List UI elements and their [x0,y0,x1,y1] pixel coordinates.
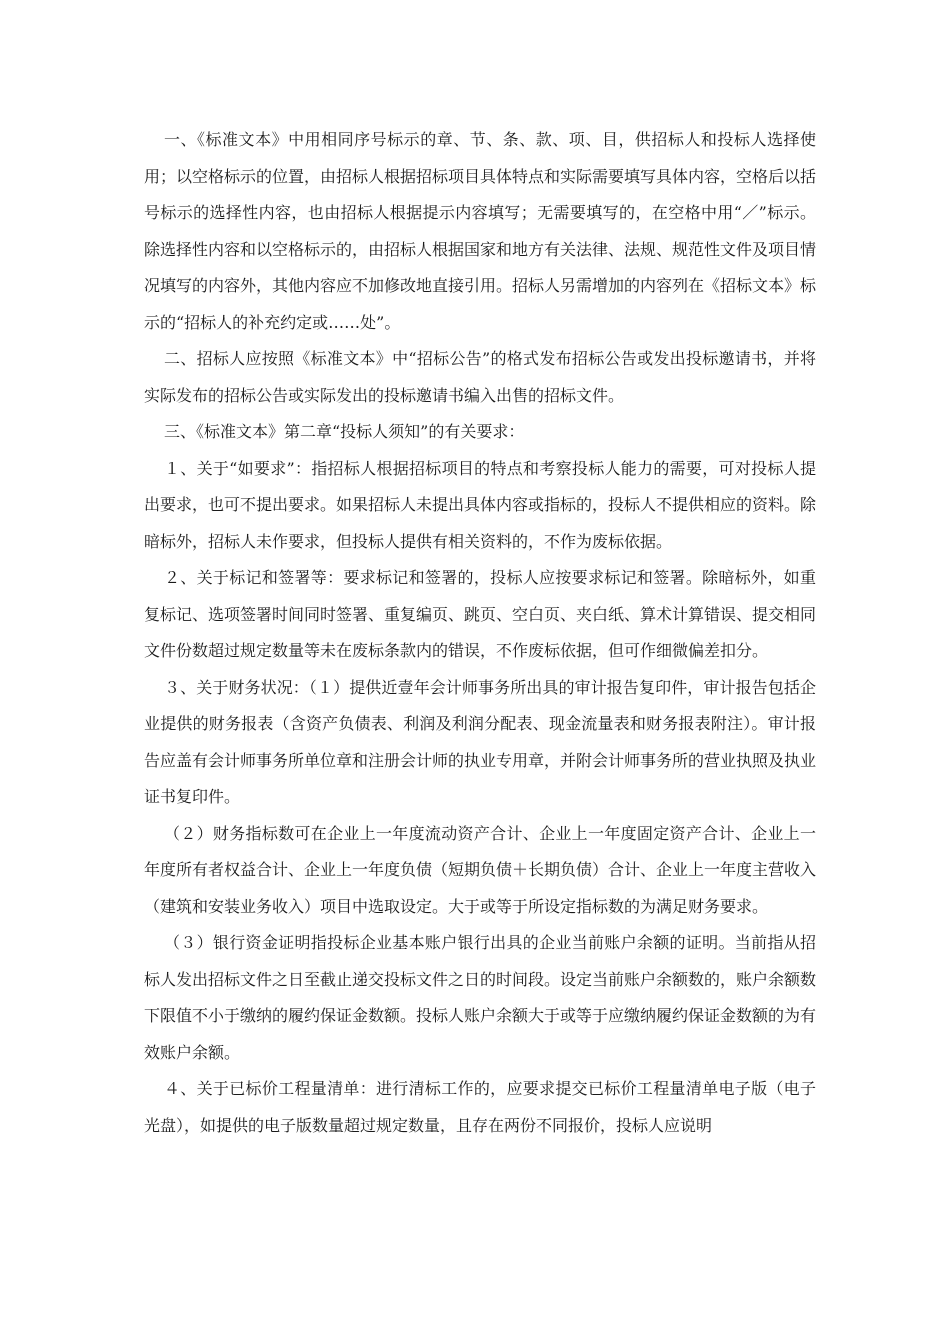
paragraph-1: 一、《标准文本》中用相同序号标示的章、节、条、款、项、目，供招标人和投标人选择使用；以空格标示的位置，由招标人根据招标项目具体特点和实际需要填写具体内容，空格后以括号标示的选择性内容，也由招标人根据提示内容填写；无需要填写的，在空格中用“／”标示。除选择性内容和以空格标示的，由招标人根据国家和地方有关法律、法规、规范性文件及项目情况填写的内容外，其他内容应不加修改地直接引用。招标人另需增加的内容列在《招标文本》标示的“招标人的补充约定或……处”。 [144,130,817,332]
document-body [144,122,816,1144]
paragraph-4: １、关于“如要求”：指招标人根据招标项目的特点和考察投标人能力的需要，可对投标人提出要求，也可不提出要求。如果招标人未提出具体内容或指标的，投标人不提供相应的资料。除暗标外，招标人未作要求，但投标人提供有相关资料的，不作为废标依据。 [144,458,817,551]
paragraph-2: 二、招标人应按照《标准文本》中“招标公告”的格式发布招标公告或发出投标邀请书，并将实际发布的招标公告或实际发出的投标邀请书编入出售的招标文件。 [144,349,816,405]
paragraph-9: ４、关于已标价工程量清单：进行清标工作的，应要求提交已标价工程量清单电子版（电子光盘），如提供的电子版数量超过规定数量，且存在两份不同报价，投标人应说明 [144,1079,816,1135]
paragraph-3: 三、《标准文本》第二章“投标人须知”的有关要求： [164,422,525,441]
paragraph-7: （２）财务指标数可在企业上一年度流动资产合计、企业上一年度固定资产合计、企业上一年度所有者权益合计、企业上一年度负债（短期负债＋长期负债）合计、企业上一年度主营收入（建筑和安装业务收入）项目中选取设定。大于或等于所设定指标数的为满足财务要求。 [144,823,817,916]
paragraph-5: ２、关于标记和签署等：要求标记和签署的，投标人应按要求标记和签署。除暗标外，如重复标记、选项签署时间同时签署、重复编页、跳页、空白页、夹白纸、算术计算错误、提交相同文件份数超过规定数量等未在废标条款内的错误，不作废标依据，但可作细微偏差扣分。 [144,568,817,660]
paragraph-6: ３、关于财务状况：（１）提供近壹年会计师事务所出具的审计报告复印件，审计报告包括企业提供的财务报表（含资产负债表、利润及利润分配表、现金流量表和财务报表附注）。审计报告应盖有会计师事务所单位章和注册会计师的执业专用章，并附会计师事务所的营业执照及执业证书复印件。 [144,677,817,806]
paragraph-8: （３）银行资金证明指投标企业基本账户银行出具的企业当前账户余额的证明。当前指从招标人发出招标文件之日至截止递交投标文件之日的时间段。设定当前账户余额数的，账户余额数下限值不小于缴纳的履约保证金数额。投标人账户余额大于或等于应缴纳履约保证金数额的为有效账户余额。 [144,933,817,1062]
